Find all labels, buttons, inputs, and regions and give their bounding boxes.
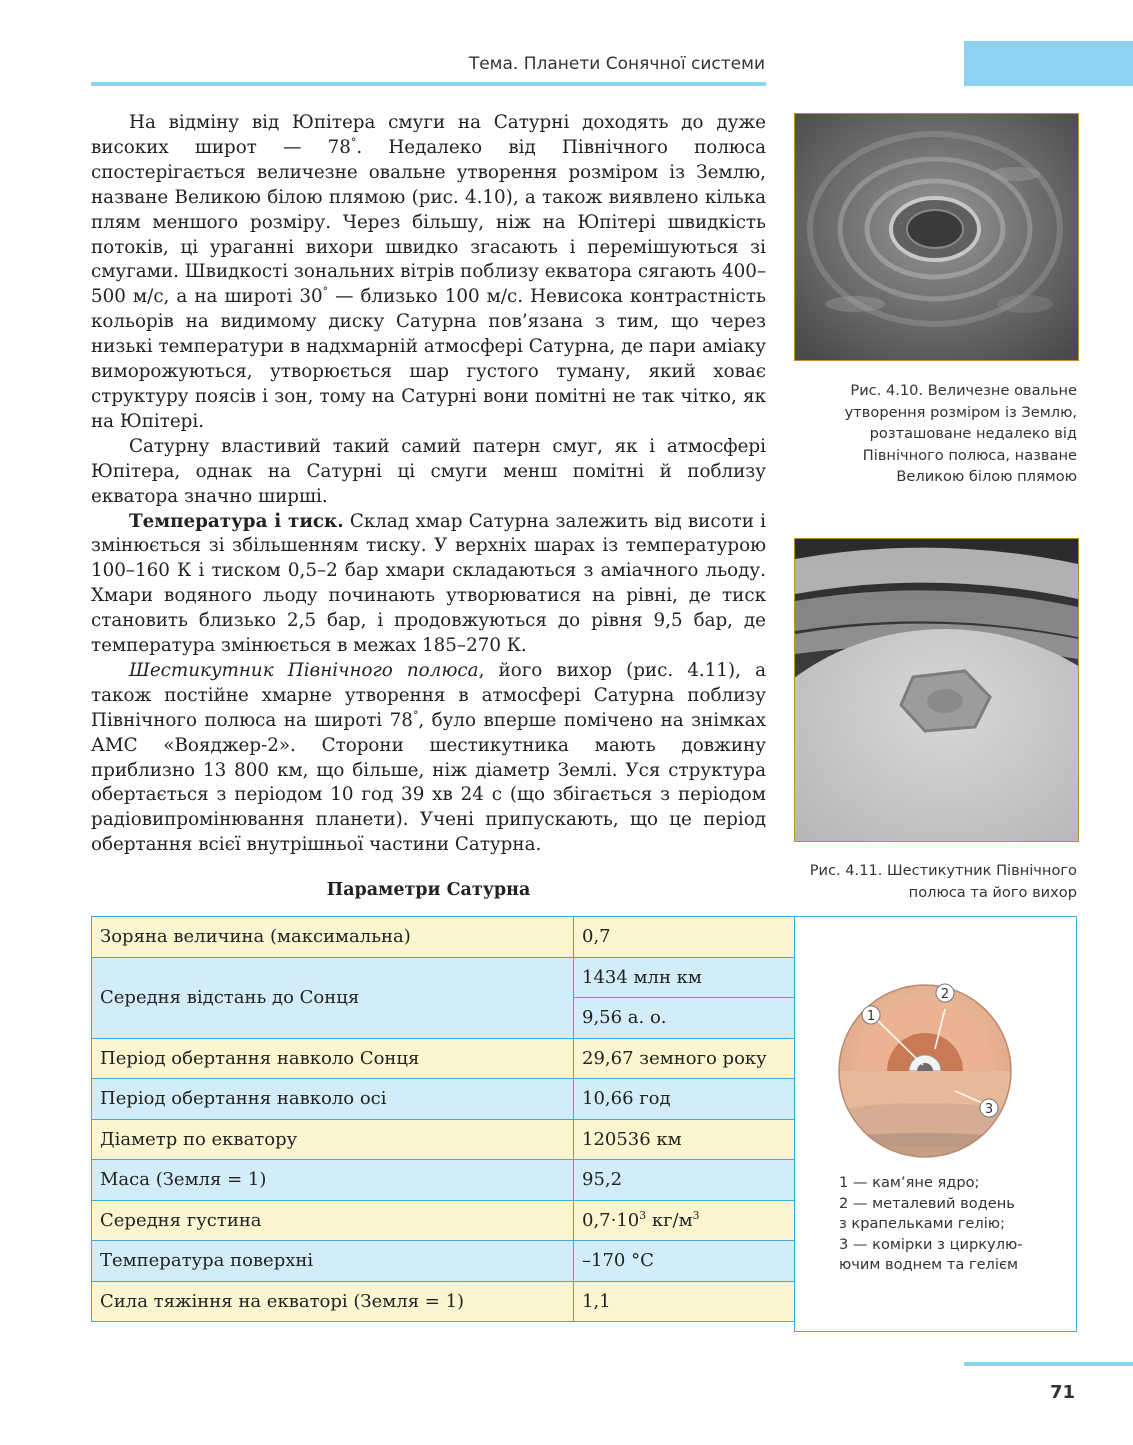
legend-line: 2 — металевий водень bbox=[839, 1194, 1015, 1212]
param-name: Маса (Земля = 1) bbox=[92, 1160, 574, 1201]
paragraph-4 bbox=[91, 659, 766, 858]
saturn-interior-diagram bbox=[825, 975, 1025, 1167]
legend-line: ючим воднем та гелієм bbox=[839, 1256, 1018, 1273]
internal-structure-panel bbox=[794, 916, 1077, 1332]
table-row bbox=[92, 1241, 795, 1282]
table-row bbox=[92, 957, 795, 998]
paragraph-3-text: Склад хмар Сатурна залежить від висоти і змінюється зі збільшенням тиску. У верхніх шарах із температурою 100–160 К і тиском 0,5–2 бар хмари складаються з аміачного льоду. Хмари водяного льоду починають утворюватися на рівні, де тиск становить близько 2,5 бар, і продовжуються до рівня 9,5 бар, де температура змінюється в межах 185–270 К. bbox=[91, 510, 767, 657]
param-name: Період обертання навколо осі bbox=[92, 1079, 574, 1120]
caption-line: полюса та його вихор bbox=[908, 883, 1077, 901]
density-base: 0,7·10 bbox=[582, 1209, 640, 1231]
param-value: 10,66 год bbox=[574, 1079, 795, 1120]
caption-line: Рис. 4.11. Шестикутник Північного bbox=[809, 862, 1077, 879]
table-row bbox=[92, 1038, 795, 1079]
param-value: 1,1 bbox=[574, 1281, 795, 1322]
legend-line: 1 — кам’яне ядро; bbox=[839, 1174, 980, 1191]
param-value bbox=[574, 1200, 795, 1241]
paragraph-1-text-b: . Недалеко від Північного полюса спостерігається величезне овальне утворення розміром із Землю, назване Великою білою плямою (рис. 4.10), а також виявлено кілька плям меншого розміру. Через більшу, ніж на Юпітері швидкість потоків, ці ураганні вихори швидко згасають і перемішуються зі смугами. Швидкості зональних вітрів поблизу екватора сягають 400–500 м/с, а на широті 30 bbox=[91, 136, 766, 308]
legend-line: 3 — комірки з циркулю- bbox=[839, 1235, 1023, 1253]
saturn-parameters-table bbox=[91, 916, 795, 1322]
paragraph-2: Сатурну властивий такий самий патерн смуг, як і атмосфері Юпітера, однак на Сатурні ці смуги менш помітні й поблизу екватора значно ширші. bbox=[91, 435, 766, 507]
caption-line: утворення розміром із Землю, bbox=[844, 403, 1077, 421]
body-text bbox=[91, 111, 766, 858]
table-row bbox=[92, 917, 795, 958]
figure-4-10-photo bbox=[794, 113, 1079, 361]
footer-rule bbox=[964, 1362, 1133, 1366]
param-value: –170 °С bbox=[574, 1241, 795, 1282]
density-exponent: 3 bbox=[639, 1208, 647, 1222]
table-title: Параметри Сатурна bbox=[326, 880, 531, 900]
paragraph-1-text-a: На відміну від Юпітера смуги на Сатурні доходять до дуже високих широт — 78 bbox=[91, 112, 766, 158]
page-number: 71 bbox=[1049, 1382, 1075, 1403]
param-value: 120536 км bbox=[574, 1119, 795, 1160]
planet-cutaway bbox=[825, 975, 1025, 1167]
header-rule bbox=[91, 82, 766, 86]
param-name: Середня відстань до Сонця bbox=[92, 957, 574, 1038]
legend-line: з крапельками гелію; bbox=[839, 1215, 1005, 1232]
table-row bbox=[92, 1200, 795, 1241]
table-row bbox=[92, 1281, 795, 1322]
marker-1-label: 1 bbox=[866, 1009, 876, 1024]
param-name: Температура поверхні bbox=[92, 1241, 574, 1282]
param-name: Сила тяжіння на екваторі (Земля = 1) bbox=[92, 1281, 574, 1322]
section-heading-temperature: Температура і тиск. bbox=[129, 510, 344, 532]
degree-sign: ° bbox=[350, 135, 357, 149]
paragraph-4-text-a: , його вихор (рис. 4.11), а також постійне хмарне утворення в атмосфері Сатурна поблизу Північного полюса на широті 78 bbox=[91, 659, 767, 731]
table-row bbox=[92, 1160, 795, 1201]
param-value: 95,2 bbox=[574, 1160, 795, 1201]
param-value: 1434 млн км bbox=[574, 957, 795, 998]
density-unit-exponent: 3 bbox=[692, 1208, 700, 1222]
paragraph-3 bbox=[91, 510, 766, 659]
paragraph-4-text-b: , було вперше помічено на знімках АМС «Вояджер-2». Сторони шестикутника мають довжину приблизно 13 800 км, що більше, ніж діаметр Землі. Уся структура обертається з періодом 10 год 39 хв 24 с (що збігається з періодом радіовипромінювання планети). Учені припускають, що це період обертання всієї внутрішньої частини Сатурна. bbox=[91, 709, 766, 856]
hexagon-term: Шестикутник Північного полюса bbox=[129, 659, 479, 681]
diagram-legend bbox=[839, 1173, 1023, 1276]
paragraph-1-text-c: — близько 100 м/с. Невисока контрастність кольорів на видимому диску Сатурна пов’язана з тим, що через низькі температури в надхмарній атмосфері Сатурна, де пари аміаку виморожуються, утворюється шар густого туману, який ховає структуру поясів і зон, тому на Сатурні вони помітні не так чітко, як на Юпітері. bbox=[91, 286, 766, 432]
param-name: Зоряна величина (максимальна) bbox=[92, 917, 574, 958]
paragraph-1 bbox=[91, 111, 766, 435]
param-value: 29,67 земного року bbox=[574, 1038, 795, 1079]
degree-sign: ° bbox=[412, 708, 419, 722]
density-unit: кг/м bbox=[646, 1209, 693, 1231]
caption-line: розташоване недалеко від bbox=[869, 425, 1077, 442]
running-header: Тема. Планети Сонячної системи bbox=[468, 54, 765, 74]
param-name: Діаметр по екватору bbox=[92, 1119, 574, 1160]
table-row bbox=[92, 1079, 795, 1120]
param-name: Період обертання навколо Сонця bbox=[92, 1038, 574, 1079]
marker-2-label: 2 bbox=[940, 987, 950, 1002]
param-value: 0,7 bbox=[574, 917, 795, 958]
param-value: 9,56 а. о. bbox=[574, 998, 795, 1039]
header-tab bbox=[964, 41, 1133, 86]
caption-line: Великою білою плямою bbox=[896, 468, 1077, 485]
table-row bbox=[92, 1119, 795, 1160]
marker-3-label: 3 bbox=[984, 1102, 994, 1117]
figure-4-10-caption bbox=[845, 380, 1077, 488]
degree-sign: ° bbox=[322, 285, 329, 299]
param-name: Середня густина bbox=[92, 1200, 574, 1241]
figure-4-11-photo bbox=[794, 538, 1079, 842]
caption-line: Рис. 4.10. Величезне овальне bbox=[850, 382, 1077, 399]
caption-line: Північного полюса, назване bbox=[862, 446, 1077, 464]
figure-4-11-caption bbox=[810, 860, 1077, 903]
